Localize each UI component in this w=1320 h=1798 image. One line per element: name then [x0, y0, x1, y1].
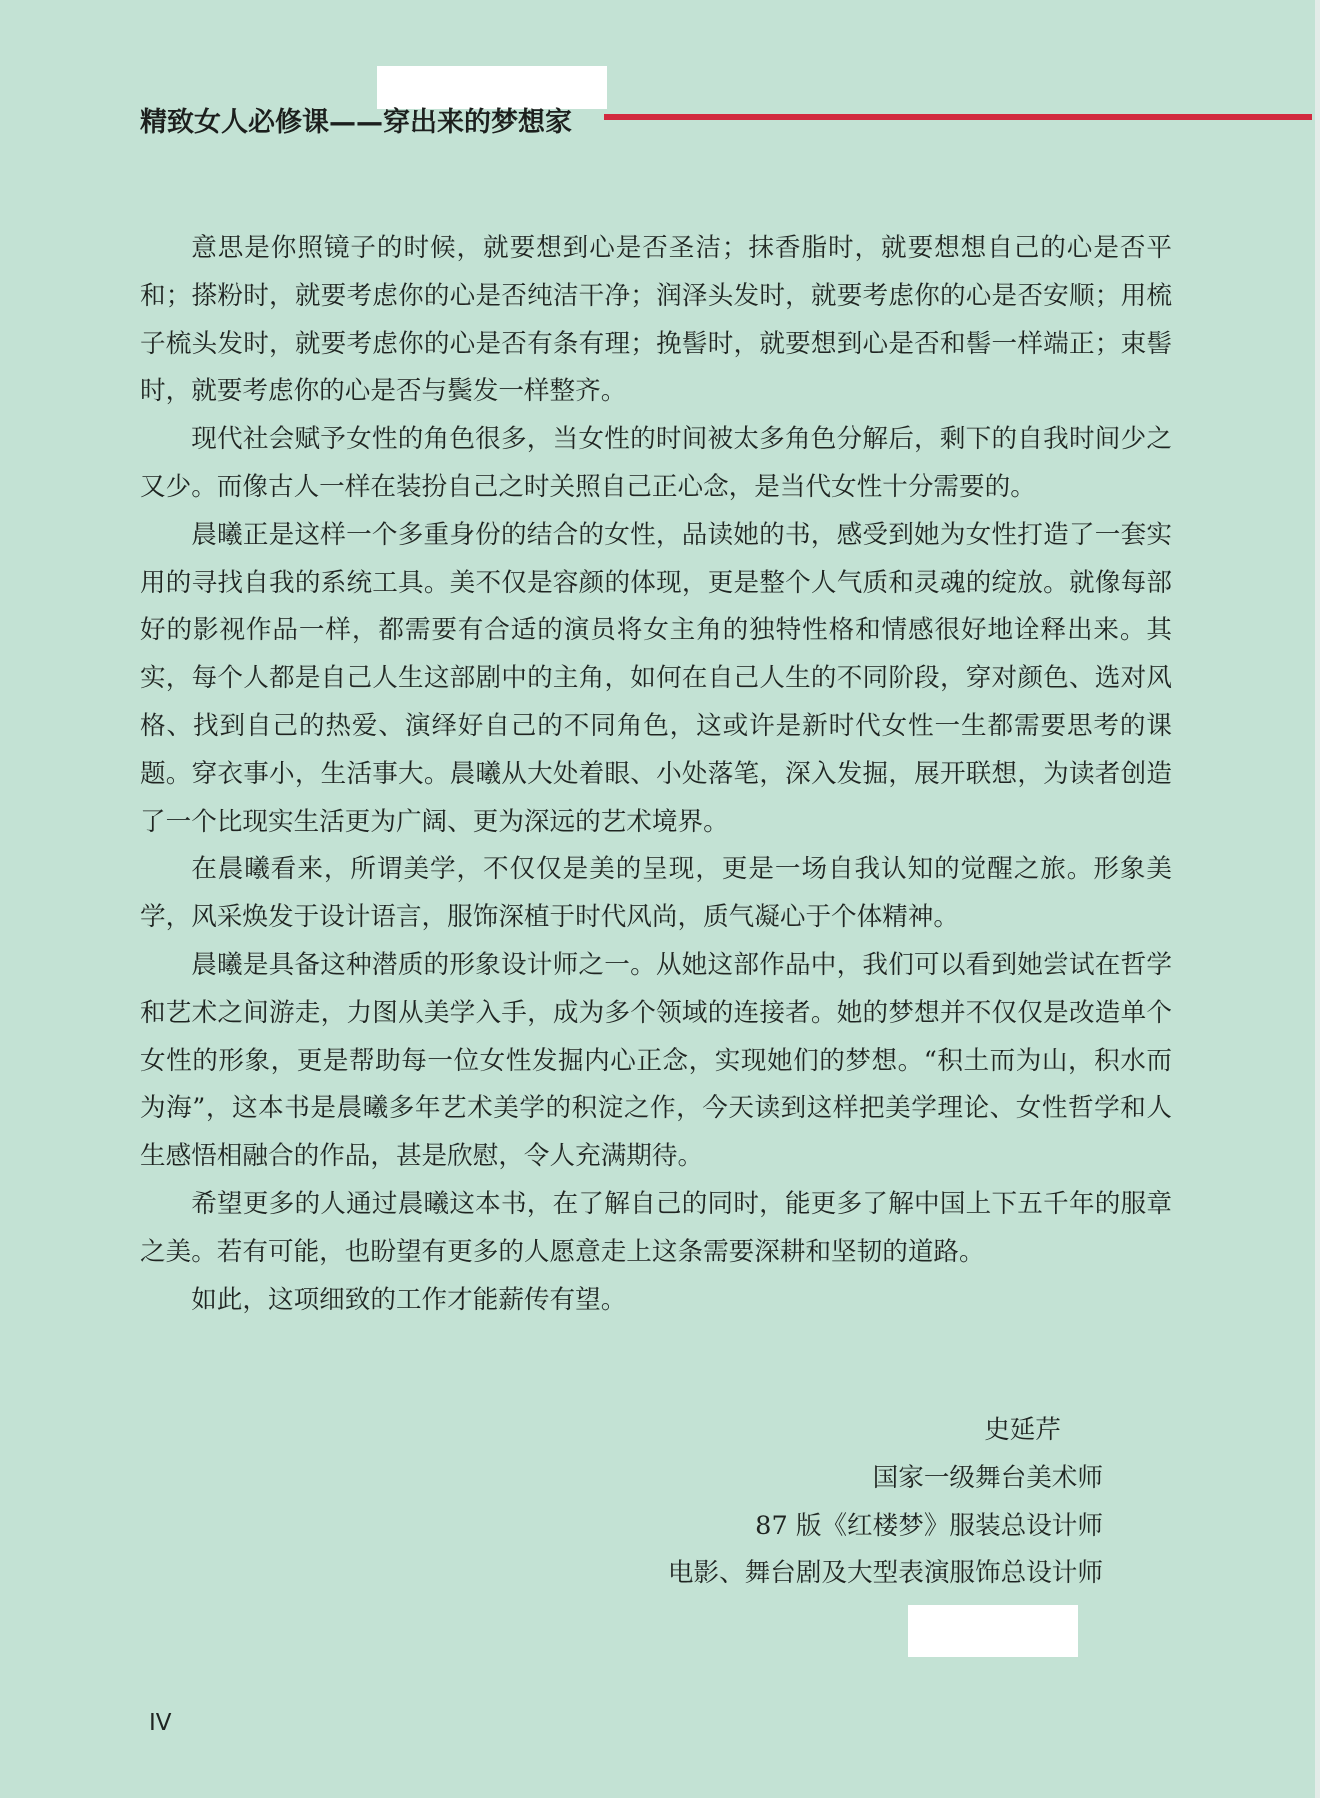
redaction-box-bottom: [908, 1605, 1078, 1657]
author-title-3: 电影、舞台剧及大型表演服饰总设计师: [667, 1558, 1103, 1589]
body-text: [140, 225, 1172, 1324]
author-title-1: 国家一级舞台美术师: [872, 1462, 1103, 1493]
paragraph: 晨曦是具备这种潜质的形象设计师之一。从她这部作品中，我们可以看到她尝试在哲学和艺术之间游走，力图从美学入手，成为多个领域的连接者。她的梦想并不仅仅是改造单个女性的形象，更是帮助每一位女性发掘内心正念，实现她们的梦想。“积土而为山，积水而为海”，这本书是晨曦多年艺术美学的积淀之作，今天读到这样把美学理论、女性哲学和人生感悟相融合的作品，甚是欣慰，令人充满期待。: [140, 949, 1172, 1172]
paragraph: 在晨曦看来，所谓美学，不仅仅是美的呈现，更是一场自我认知的觉醒之旅。形象美学，风采焕发于设计语言，服饰深植于时代风尚，质气凝心于个体精神。: [140, 854, 1172, 933]
paragraph: 晨曦正是这样一个多重身份的结合的女性，品读她的书，感受到她为女性打造了一套实用的寻找自我的系统工具。美不仅是容颜的体现，更是整个人气质和灵魂的绽放。就像每部好的影视作品一样，都需要有合适的演员将女主角的独特性格和情感很好地诠释出来。其实，每个人都是自己人生这部剧中的主角，如何在自己人生的不同阶段，穿对颜色、选对风格、找到自己的热爱、演绎好自己的不同角色，这或许是新时代女性一生都需要思考的课题。穿衣事小，生活事大。晨曦从大处着眼、小处落笔，深入发掘，展开联想，为读者创造了一个比现实生活更为广阔、更为深远的艺术境界。: [140, 519, 1172, 837]
paragraph: 希望更多的人通过晨曦这本书，在了解自己的同时，能更多了解中国上下五千年的服章之美。若有可能，也盼望有更多的人愿意走上这条需要深耕和坚韧的道路。: [140, 1188, 1172, 1267]
paragraph: 如此，这项细致的工作才能薪传有望。: [191, 1284, 627, 1315]
header-red-rule: [604, 114, 1312, 120]
running-header: 精致女人必修课——穿出来的梦想家: [140, 107, 572, 138]
page-number: IV: [149, 1710, 172, 1736]
paragraph: 意思是你照镜子的时候，就要想到心是否圣洁；抹香脂时，就要想想自己的心是否平和；搽粉时，就要考虑你的心是否纯洁干净；润泽头发时，就要考虑你的心是否安顺；用梳子梳头发时，就要考虑你的心是否有条有理；挽髻时，就要想到心是否和髻一样端正；束髻时，就要考虑你的心是否与鬓发一样整齐。: [140, 233, 1172, 407]
signature-block: [668, 1407, 1103, 1598]
paragraph: 现代社会赋予女性的角色很多，当女性的时间被太多角色分解后，剩下的自我时间少之又少。而像古人一样在装扮自己之时关照自己正心念，是当代女性十分需要的。: [140, 424, 1172, 502]
author-name: 史延芹: [984, 1415, 1061, 1445]
author-title-2: 87 版《红楼梦》服装总设计师: [755, 1510, 1103, 1541]
